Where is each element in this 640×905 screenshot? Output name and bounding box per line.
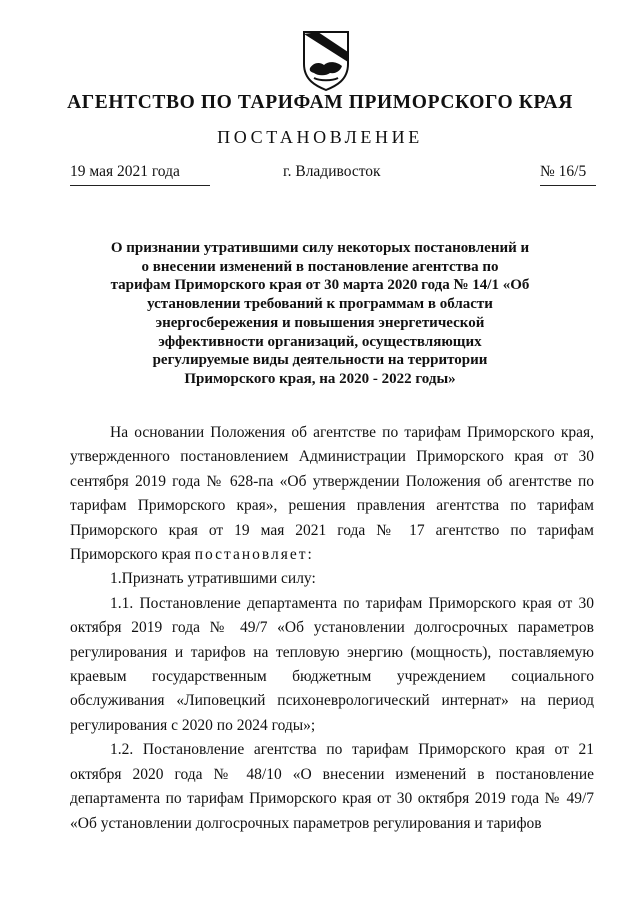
document-date-text: 19 мая 2021 года <box>70 163 180 180</box>
document-type: ПОСТАНОВЛЕНИЕ <box>217 127 423 147</box>
document-date <box>70 163 210 181</box>
document-number-text: № 16/5 <box>540 163 587 180</box>
primorsky-krai-coat-of-arms-icon <box>296 28 356 92</box>
preamble-text: На основании Положения об агентстве по тарифам Приморского края, утвержденного постановлением Администрации Приморского края от 30 сентября 2019 года № 628-па «Об утверждении Положения об агентстве по тарифам Приморского края», решения правления агентства по тарифам Приморского края от 19 мая 2021 года № 17 агентство по тарифам Приморского края <box>70 424 594 564</box>
resolves-word: постановляет: <box>194 546 314 564</box>
document-city: г. Владивосток <box>283 163 381 180</box>
item-1-paragraph: 1.Признать утратившими силу: <box>110 570 316 588</box>
preamble-paragraph <box>70 421 594 567</box>
item-1-2-paragraph: 1.2. Постановление агентства по тарифам Приморского края от 21 октября 2020 года № 48/10 «О внесении изменений в постановление департамента по тарифам Приморского края от 30 октября 2019 года № 49/7 «Об установлении долгосрочных параметров регулирования и тарифов <box>70 741 594 832</box>
agency-title: АГЕНТСТВО ПО ТАРИФАМ ПРИМОРСКОГО КРАЯ <box>67 92 573 113</box>
item-1-1-paragraph: 1.1. Постановление департамента по тарифам Приморского края от 30 октября 2019 года № 49/7 «Об установлении долгосрочных параметров регулирования и тарифов на тепловую энергию (мощность), поставляемую краевым государственным бюджетным учреждением социального обслуживания «Липовецкий психоневрологический интернат» на период регулирования с 2020 по 2024 годы»; <box>70 594 594 734</box>
document-body <box>70 421 594 836</box>
date-underline <box>70 185 210 186</box>
number-underline <box>540 185 596 186</box>
document-number <box>540 163 596 181</box>
document-subject: О признании утратившими силу некоторых постановлений и о внесении изменений в постановление агентства по тарифам Приморского края от 30 марта 2020 года № 14/1 «Об установлении требований к программам в области энергосбережения и повышения энергетической эффективности организаций, осуществляющих регулируемые виды деятельности на территории Приморского края, на 2020 - 2022 годы» <box>110 240 530 387</box>
